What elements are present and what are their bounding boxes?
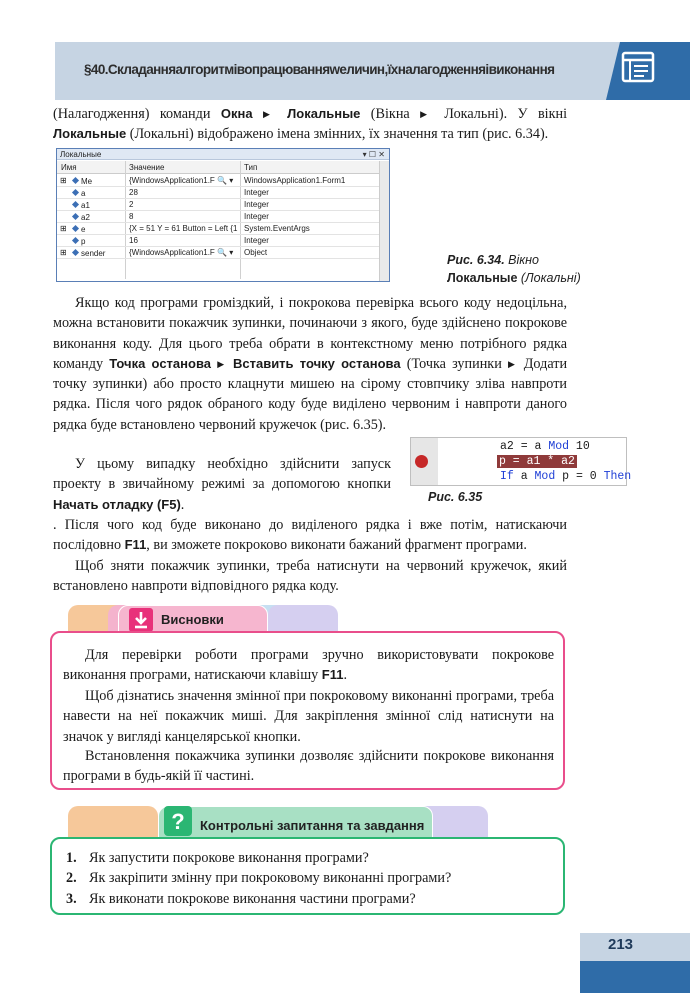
body-paragraph-3: Щоб зняти покажчик зупинки, треба натиснути на червоний кружечок, який встановлено навпроти відповідного рядка коду. (53, 558, 567, 595)
body-paragraph-2-part1: У цьому випадку необхідно здійснити запуск проекту в звичайному режимі за допомогою кнопки Начать отладку (F5). (53, 456, 391, 513)
locals-row[interactable] (57, 211, 379, 223)
code-line-1: a2 = a Mod 10 (500, 440, 590, 453)
column-headers (57, 161, 379, 174)
questions-list (66, 848, 451, 909)
figure-6-34-caption: Рис. 6.34. Вікно Локальные (Локальні) (447, 253, 581, 285)
column-type: Тип (244, 163, 258, 172)
triangle-icon: ▶ (262, 109, 277, 119)
variable-icon (72, 177, 79, 184)
variable-value: 8 (129, 212, 134, 221)
variable-type: Integer (244, 200, 269, 209)
variable-icon (72, 189, 79, 196)
variable-value: 16 (129, 236, 138, 245)
body-paragraph-2-part2: . Після чого код буде виконано до виділеного рядка і вже потім, натискаючи послідовно F11, ви зможете покроково виконати бажаний фрагмент програми. (53, 517, 567, 554)
expand-icon[interactable]: ⊞ (60, 224, 67, 233)
triangle-icon: ▶ (420, 109, 434, 119)
breakpoint-icon[interactable] (415, 455, 428, 468)
locals-row[interactable] (57, 187, 379, 199)
variable-name: a1 (73, 200, 81, 209)
download-icon (129, 608, 153, 632)
section-title: §40.Складанняалгоритмівопрацюванняwеличин,їхналагодженняівиконання (84, 62, 555, 77)
variable-type: Integer (244, 188, 269, 197)
variable-value: 28 (129, 188, 138, 197)
variable-type: Integer (244, 212, 269, 221)
variable-name: e (73, 224, 81, 233)
variable-icon (72, 249, 79, 256)
figure-6-35-caption: Рис. 6.35 (428, 490, 483, 504)
column-name: Имя (61, 163, 77, 172)
question-item: 1. Як запустити покрокове виконання програми? (66, 850, 369, 866)
conclusion-1: Для перевірки роботи програми зручно використовувати покрокове виконання програми, натискаючи клавішу F11. (63, 647, 554, 684)
variable-value: {WindowsApplication1.F 🔍 ▾ (129, 248, 234, 257)
question-icon (164, 806, 192, 836)
variable-name: a (73, 188, 81, 197)
variable-type: Object (244, 248, 268, 257)
conclusion-2: Щоб дізнатись значення змінної при покроковому виконанні програми, треба навести на неї покажчик миші. Для закріплення змінної слід натиснути на значок у вигляді канцелярської кнопки. (63, 688, 554, 745)
variable-icon (72, 213, 79, 220)
conclusion-3: Встановлення покажчика зупинки дозволяє здійснити покрокове виконання програми в будь-якій її частині. (63, 748, 554, 785)
locals-row[interactable] (57, 175, 379, 187)
conclusions-title: Висновки (161, 612, 224, 627)
triangle-icon: ▶ (217, 358, 227, 369)
locals-row[interactable] (57, 235, 379, 247)
variable-name: Me (73, 176, 81, 185)
code-line-3: If a Mod p = 0 Then (500, 470, 632, 483)
variable-name: a2 (73, 212, 81, 221)
code-editor-snippet (410, 437, 632, 486)
variable-type: WindowsApplication1.Form1 (244, 176, 346, 185)
code-line-2: p = a1 * a2 (499, 455, 575, 468)
footer-tab (580, 933, 690, 961)
column-value: Значение (129, 163, 165, 172)
expand-icon[interactable]: ⊞ (60, 176, 67, 185)
vertical-scrollbar[interactable] (379, 161, 389, 281)
svg-text:?: ? (171, 809, 185, 834)
variable-type: System.EventArgs (244, 224, 310, 233)
question-item: 3. Як виконати покрокове виконання частини програми? (66, 890, 416, 907)
variable-icon (72, 237, 79, 244)
variable-name: sender (73, 248, 81, 257)
locals-window (56, 148, 390, 282)
variable-value: {WindowsApplication1.F 🔍 ▾ (129, 176, 234, 185)
window-titlebar: Локальные ▾ ☐ ✕ (57, 149, 389, 160)
page-number: 213 (608, 936, 634, 953)
variable-name: p (73, 236, 81, 245)
intro-paragraph: (Налагодження) команди Окна ▶ Локальные (Вікна ▶ Локальні). У вікні Локальные (Локальні) відображено імена змінних, їх значення та тип (рис. 6.34). (53, 106, 568, 143)
variable-type: Integer (244, 236, 269, 245)
locals-row[interactable] (57, 223, 379, 235)
window-controls[interactable]: ▾ ☐ ✕ (362, 150, 385, 159)
variable-icon (72, 225, 79, 232)
triangle-icon: ▶ (507, 358, 518, 369)
variable-value: 2 (129, 200, 134, 209)
locals-row[interactable] (57, 199, 379, 211)
variable-value: {X = 51 Y = 61 Button = Left {1 (129, 224, 238, 233)
question-item: 2. Як закріпити змінну при покроковому виконанні програми? (66, 870, 452, 887)
expand-icon[interactable]: ⊞ (60, 248, 67, 257)
window-icon (620, 49, 656, 85)
questions-title: Контрольні запитання та завдання (200, 818, 425, 833)
variable-icon (72, 201, 79, 208)
locals-row[interactable] (57, 247, 379, 259)
body-paragraph-1: Якщо код програми громіздкий, і покрокова перевірка всього коду недоцільна, можна встановити покажчик зупинки, починаючи з якого, буде здійснено покрокове виконання коду. Для цього треба обрати в контекстному меню потрібного рядка команду Точка останова ▶ Вставить точку останова (Точка зупинки ▶ Додати точку зупинки) або просто клацнути мишею на сірому стовпчику зліва навпроти рядка. Після чого рядок обраного коду буде виділено червоним і навпроти даного рядка буде встановлено червоний кружечок (рис. 6.35). (53, 295, 568, 433)
